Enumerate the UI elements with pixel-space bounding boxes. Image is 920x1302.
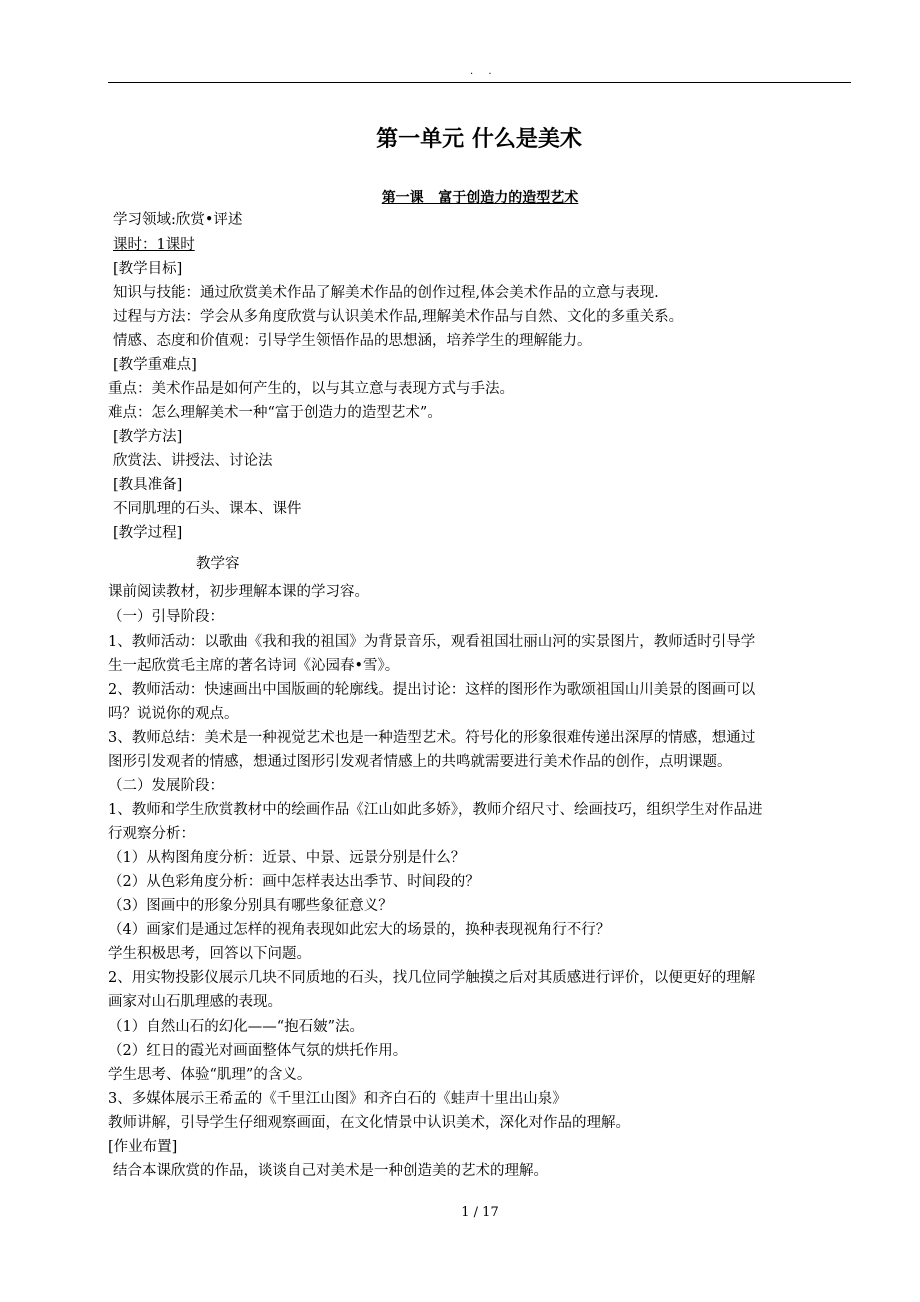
key-point: 重点：美术作品是如何产生的，以与其立意与表现方式与手法。 xyxy=(108,381,514,397)
pre-reading: 课前阅读教材，初步理解本课的学习容。 xyxy=(108,584,369,600)
study-domain: 学习领域:欣赏•评述 xyxy=(113,212,243,228)
analysis-question-2: （2）从色彩角度分析：画中怎样表达出季节、时间段的？ xyxy=(108,874,480,890)
unit-title: 第一单元 什么是美术 xyxy=(376,127,582,152)
difficult-point: 难点：怎么理解美术一种“富于创造力的造型艺术”。 xyxy=(108,405,442,421)
lesson-title-text: 第一课 富于创造力的造型艺术 xyxy=(381,190,579,206)
analysis-question-3: （3）图画中的形象分别具有哪些象征意义？ xyxy=(108,898,393,914)
header-dots: . . xyxy=(470,66,498,77)
teaching-content-label: 教学容 xyxy=(196,556,240,572)
page-number: 1 / 17 xyxy=(461,1205,499,1220)
analysis-question-4: （4）画家们是通过怎样的视角表现如此宏大的场景的，换种表现视角行不行？ xyxy=(108,922,611,938)
texture-experience: 学生思考、体验“肌理”的含义。 xyxy=(108,1067,312,1083)
analysis-question-1: （1）从构图角度分析：近景、中景、远景分别是什么？ xyxy=(108,850,466,866)
student-thinking: 学生积极思考，回答以下问题。 xyxy=(108,946,311,962)
section-methods-heading: [教学方法] xyxy=(113,429,183,445)
objective-process: 过程与方法：学会从多角度欣赏与认识美术作品,理解美术作品与自然、文化的多重关系。 xyxy=(113,309,684,325)
stage-one-item-1b: 生一起欣赏毛主席的著名诗词《沁园春•雪》。 xyxy=(108,658,400,674)
stage-one-item-3b: 图形引发观者的情感，想通过图形引发观者情感上的共鸣就需要进行美术作品的创作，点明课题。 xyxy=(108,754,732,770)
class-hours: 课时：1课时 xyxy=(113,237,195,253)
stage-two-item-2a: 2、用实物投影仪展示几块不同质地的石头，找几位同学触摸之后对其质感进行评价，以便更好的理解 xyxy=(108,970,756,986)
section-objectives-heading: [教学目标] xyxy=(113,261,183,277)
lesson-title xyxy=(0,187,920,207)
stage-one-heading: （一）引导阶段： xyxy=(108,609,224,625)
section-process-heading: [教学过程] xyxy=(113,525,183,541)
objective-knowledge: 知识与技能：通过欣赏美术作品了解美术作品的创作过程,体会美术作品的立意与表现. xyxy=(113,285,659,301)
stage-two-item-1b: 行观察分析： xyxy=(108,826,195,842)
stage-two-item-3: 3、多媒体展示王希孟的《千里江山图》和齐白石的《蛙声十里出山泉》 xyxy=(108,1091,567,1107)
stage-one-item-2b: 吗？说说你的观点。 xyxy=(108,706,239,722)
objective-emotion: 情感、态度和价值观：引导学生领悟作品的思想涵，培养学生的理解能力。 xyxy=(113,333,592,349)
homework-text: 结合本课欣赏的作品，谈谈自己对美术是一种创造美的艺术的理解。 xyxy=(113,1163,548,1179)
methods-text: 欣赏法、讲授法、讨论法 xyxy=(113,453,273,469)
materials-text: 不同肌理的石头、课本、课件 xyxy=(113,501,302,517)
stage-two-item-2b: 画家对山石肌理感的表现。 xyxy=(108,994,282,1010)
stage-one-item-3a: 3、教师总结：美术是一种视觉艺术也是一种造型艺术。符号化的形象很难传递出深厚的情感，想通过 xyxy=(108,730,756,746)
sunlight-effect: （2）红日的霞光对画面整体气氛的烘托作用。 xyxy=(108,1043,408,1059)
section-materials-heading: [教具准备] xyxy=(113,477,183,493)
header-rule xyxy=(108,82,851,83)
section-keypoints-heading: [教学重难点] xyxy=(113,357,197,373)
section-homework-heading: [作业布置] xyxy=(108,1139,178,1155)
teacher-explanation: 教师讲解，引导学生仔细观察画面，在文化情景中认识美术，深化对作品的理解。 xyxy=(108,1115,630,1131)
stone-technique: （1）自然山石的幻化——“抱石皴”法。 xyxy=(108,1019,365,1035)
stage-one-item-2a: 2、教师活动：快速画出中国版画的轮廓线。提出讨论：这样的图形作为歌颂祖国山川美景的图画可以 xyxy=(108,682,756,698)
stage-two-item-1a: 1、教师和学生欣赏教材中的绘画作品《江山如此多娇》，教师介绍尺寸、绘画技巧，组织学生对作品进 xyxy=(108,802,763,818)
stage-two-heading: （二）发展阶段： xyxy=(108,778,224,794)
stage-one-item-1a: 1、教师活动：以歌曲《我和我的祖国》为背景音乐，观看祖国壮丽山河的实景图片，教师适时引导学 xyxy=(108,634,756,650)
